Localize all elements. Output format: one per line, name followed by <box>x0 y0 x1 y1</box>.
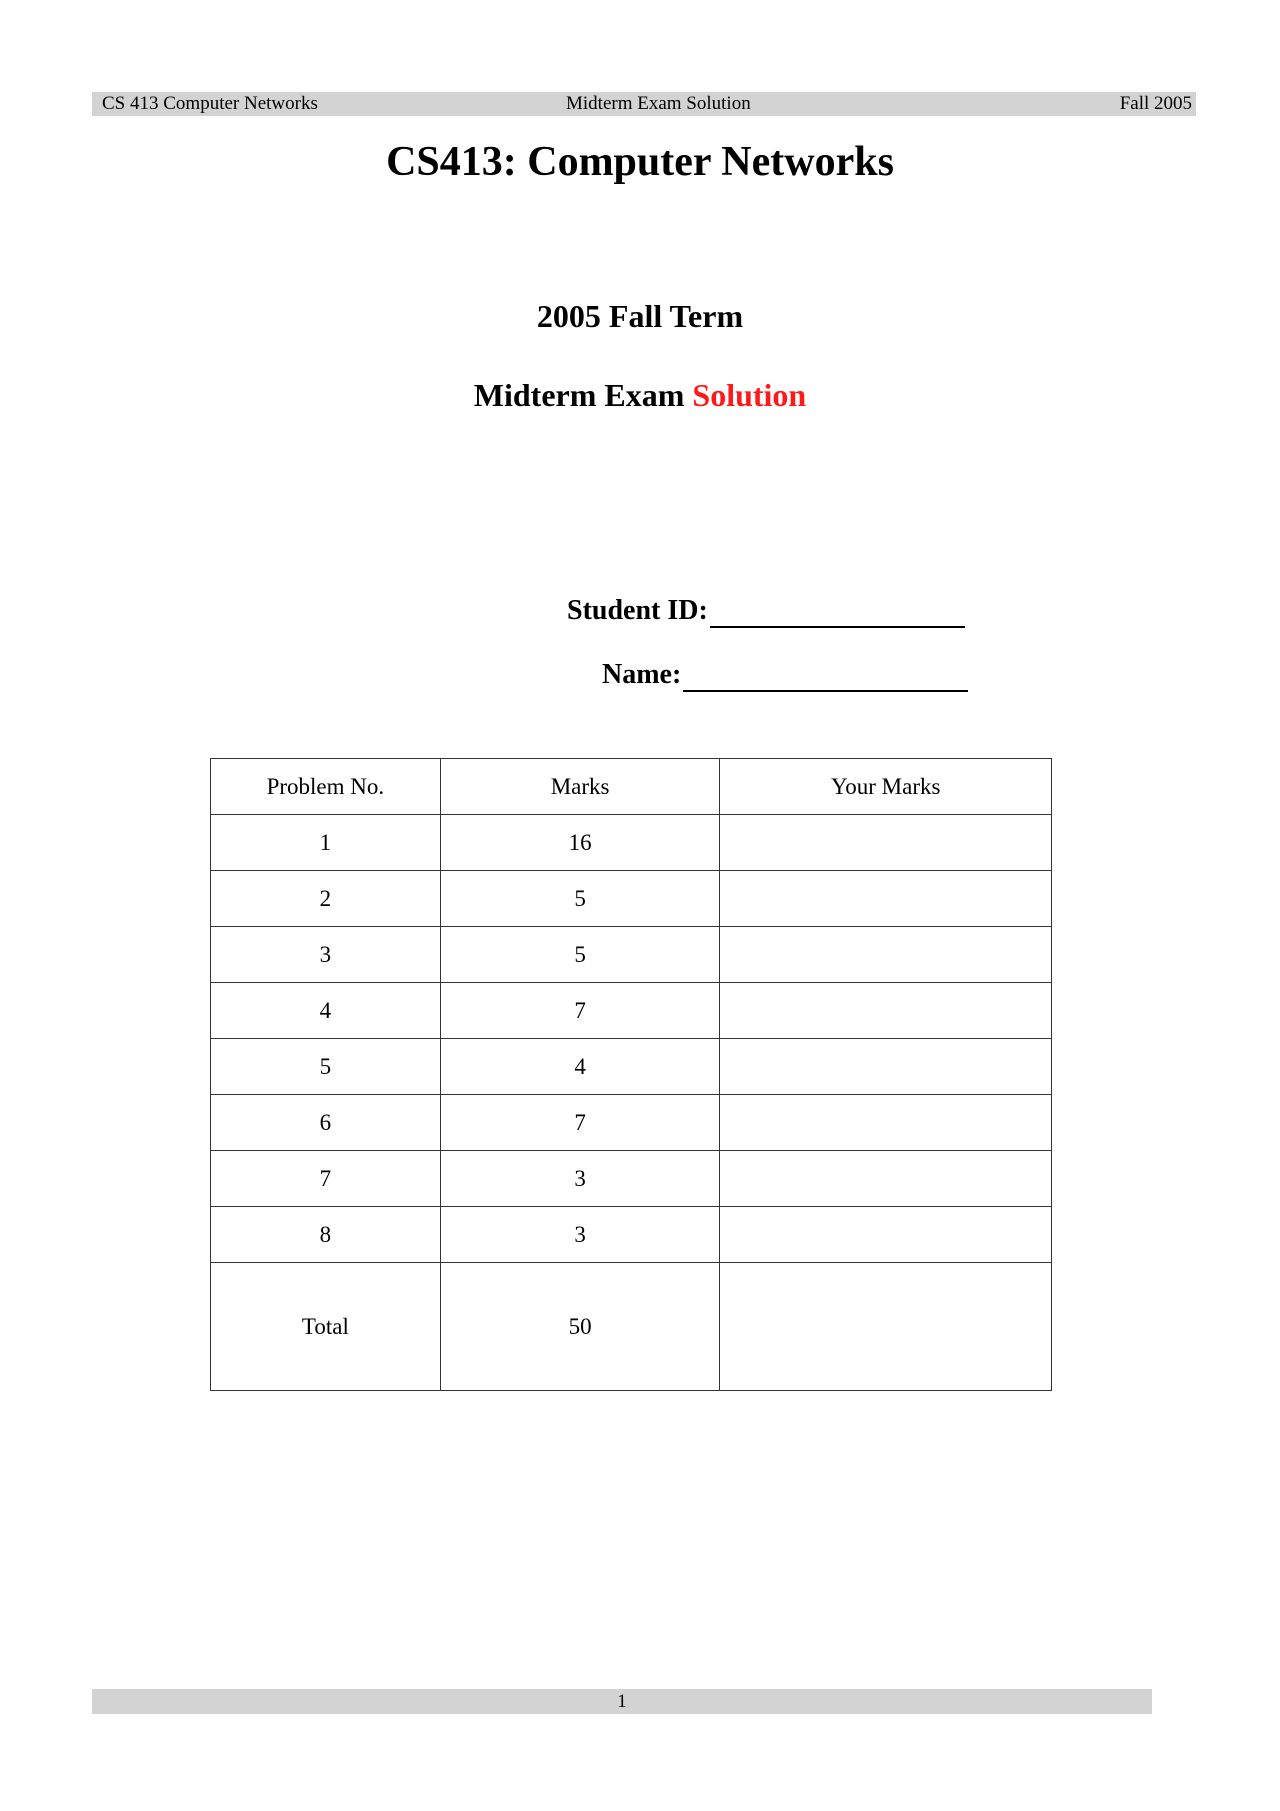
your-marks-cell <box>720 927 1052 983</box>
student-id-blank <box>710 596 965 628</box>
exam-heading-solution: Solution <box>692 377 807 413</box>
table-row <box>211 927 1052 983</box>
exam-heading <box>0 374 1280 416</box>
column-header-problem: Problem No. <box>211 759 441 815</box>
page-footer <box>92 1689 1152 1714</box>
your-marks-cell <box>720 815 1052 871</box>
your-marks-cell <box>720 983 1052 1039</box>
name-blank <box>683 660 968 692</box>
problem-cell: 7 <box>211 1151 441 1207</box>
marks-cell: 16 <box>440 815 720 871</box>
table-row <box>211 1151 1052 1207</box>
your-marks-cell <box>720 1095 1052 1151</box>
problem-cell: 5 <box>211 1039 441 1095</box>
document-title: CS413: Computer Networks <box>386 139 894 185</box>
table-row <box>211 871 1052 927</box>
student-id-label: Student ID: <box>567 595 708 626</box>
header-term: Fall 2005 <box>1119 93 1192 114</box>
marks-table <box>210 758 1052 1391</box>
header-document: Midterm Exam Solution <box>566 93 751 114</box>
problem-cell: 4 <box>211 983 441 1039</box>
table-row <box>211 815 1052 871</box>
table-row <box>211 1039 1052 1095</box>
page-header <box>92 92 1196 116</box>
marks-cell: 3 <box>440 1151 720 1207</box>
table-row <box>211 1095 1052 1151</box>
total-your-marks-cell <box>720 1263 1052 1391</box>
problem-cell: 2 <box>211 871 441 927</box>
your-marks-cell <box>720 1207 1052 1263</box>
your-marks-cell <box>720 1039 1052 1095</box>
page-number: 1 <box>617 1691 627 1712</box>
marks-cell: 5 <box>440 871 720 927</box>
exam-heading-prefix: Midterm Exam <box>473 377 685 413</box>
column-header-your-marks: Your Marks <box>720 759 1052 815</box>
table-header-row <box>211 759 1052 815</box>
marks-cell: 4 <box>440 1039 720 1095</box>
problem-cell: 6 <box>211 1095 441 1151</box>
column-header-marks: Marks <box>440 759 720 815</box>
marks-cell: 5 <box>440 927 720 983</box>
total-marks-cell: 50 <box>440 1263 720 1391</box>
problem-cell: 8 <box>211 1207 441 1263</box>
your-marks-cell <box>720 871 1052 927</box>
marks-cell: 3 <box>440 1207 720 1263</box>
table-total-row <box>211 1263 1052 1391</box>
name-label: Name: <box>602 659 682 690</box>
term-heading: 2005 Fall Term <box>536 298 744 334</box>
name-field <box>602 658 968 692</box>
problem-cell: 1 <box>211 815 441 871</box>
your-marks-cell <box>720 1151 1052 1207</box>
header-course: CS 413 Computer Networks <box>102 93 318 114</box>
marks-cell: 7 <box>440 1095 720 1151</box>
total-label-cell: Total <box>211 1263 441 1391</box>
problem-cell: 3 <box>211 927 441 983</box>
table-row <box>211 983 1052 1039</box>
table-row <box>211 1207 1052 1263</box>
marks-cell: 7 <box>440 983 720 1039</box>
student-id-field <box>567 594 965 628</box>
